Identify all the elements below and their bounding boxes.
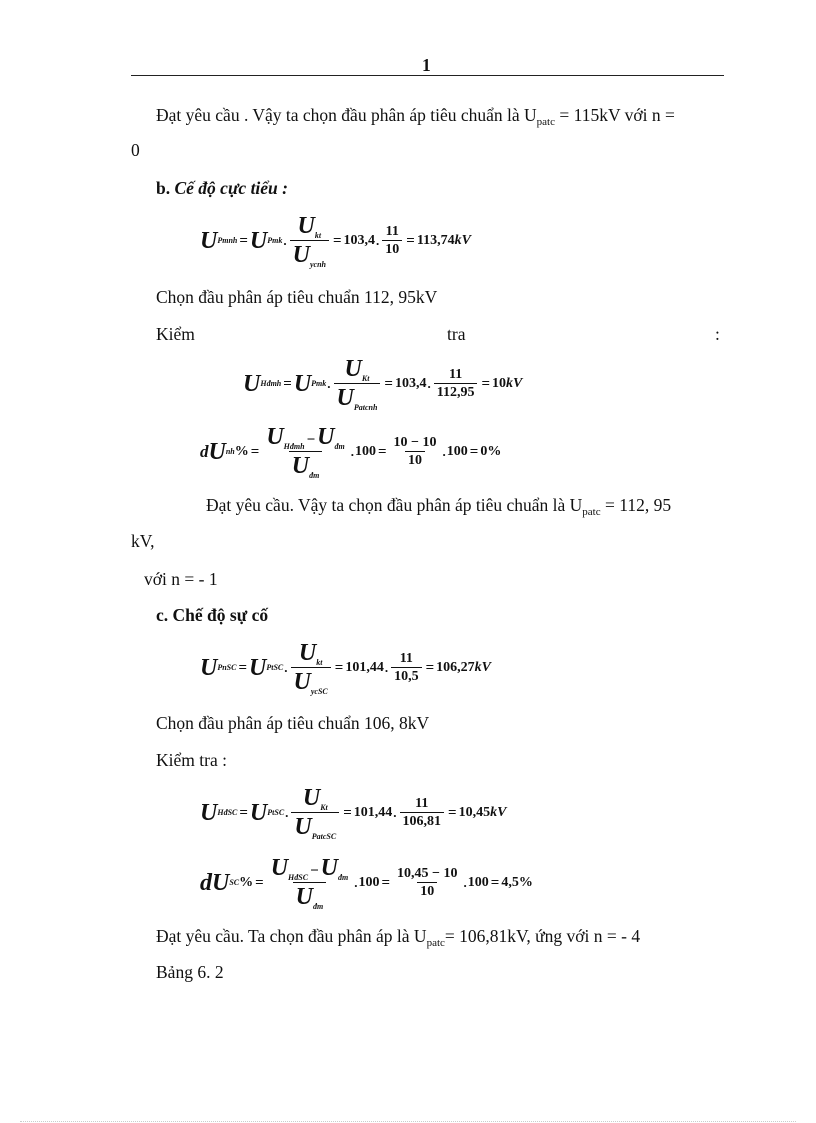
paragraph-6: Đạt yêu cầu. Ta chọn đầu phân áp là $U_{patc}= 106,81kV$, ứng với n = - 4: [156, 926, 641, 949]
paragraph-1: Đạt yêu cầu . Vậy ta chọn đầu phân áp tiêu chuẩn là $U_{patc} = 115kV$ với n =: [156, 105, 675, 128]
equation-6: d U SC % = $\frac{U_{HđSC} -U_{đm}}{U_{đm}}$ . 100 = $\frac{10,45 - 10}{10}$ . 100 = 4,5%: [200, 855, 533, 912]
check-1-word-a: Kiểm: [156, 324, 195, 344]
paragraph-2: Chọn đầu phân áp tiêu chuẩn 112, 95kV: [156, 287, 438, 307]
paragraph-3: Đạt yêu cầu. Vậy ta chọn đầu phân áp tiêu chuẩn là $U_{patc} = 112$, 95: [206, 495, 672, 518]
table-caption: Bảng 6. 2: [156, 962, 224, 982]
check-2: Kiểm tra :: [156, 750, 227, 770]
paragraph-1-continuation: 0: [131, 140, 140, 160]
equation-1: U Pmnh = U Pmk . $\frac{U_{kt}}{U_{ycnh}}$ = 103,4 . $\frac{11}{10}$ = 113,74 kV: [200, 213, 471, 270]
equation-4: U PnSC = U PtSC . $\frac{U_{kt}}{U_{ycSC}}$ = 101,44 . $\frac{11}{10,5}$ = 106,27 kV: [200, 640, 491, 697]
paragraph-4: với n = - 1: [144, 569, 218, 589]
paragraph-3-continuation: kV,: [131, 531, 155, 551]
page-bottom-border: [20, 1121, 796, 1122]
equation-3: d U nh % = $\frac{U_{Hđmh} -U_{đm}}{U_{đm}}$ . 100 = $\frac{10 - 10}{10}$ . 100 = 0%: [200, 424, 502, 481]
header-rule: [131, 75, 724, 76]
check-1-word-b: tra: [447, 324, 466, 344]
page-number: 1: [422, 55, 431, 75]
check-1-colon: :: [715, 324, 720, 344]
section-b-heading: b. Cế độ cực tiểu :: [156, 178, 288, 198]
equation-5: U HđSC = U PtSC . $\frac{U_{Kt}}{U_{PatcSC}}$ = 101,44 . $\frac{11}{106,81}$ = 10,45 kV: [200, 785, 507, 842]
section-c-heading: c. Chế độ sự cố: [156, 605, 269, 625]
paragraph-5: Chọn đầu phân áp tiêu chuẩn 106, 8kV: [156, 713, 430, 733]
equation-2: U Hđmh = U Pmk . $\frac{U_{Kt}}{U_{Patcnh}}$ = 103,4 . $\frac{11}{112,95}$ = 10 kV: [243, 356, 523, 413]
